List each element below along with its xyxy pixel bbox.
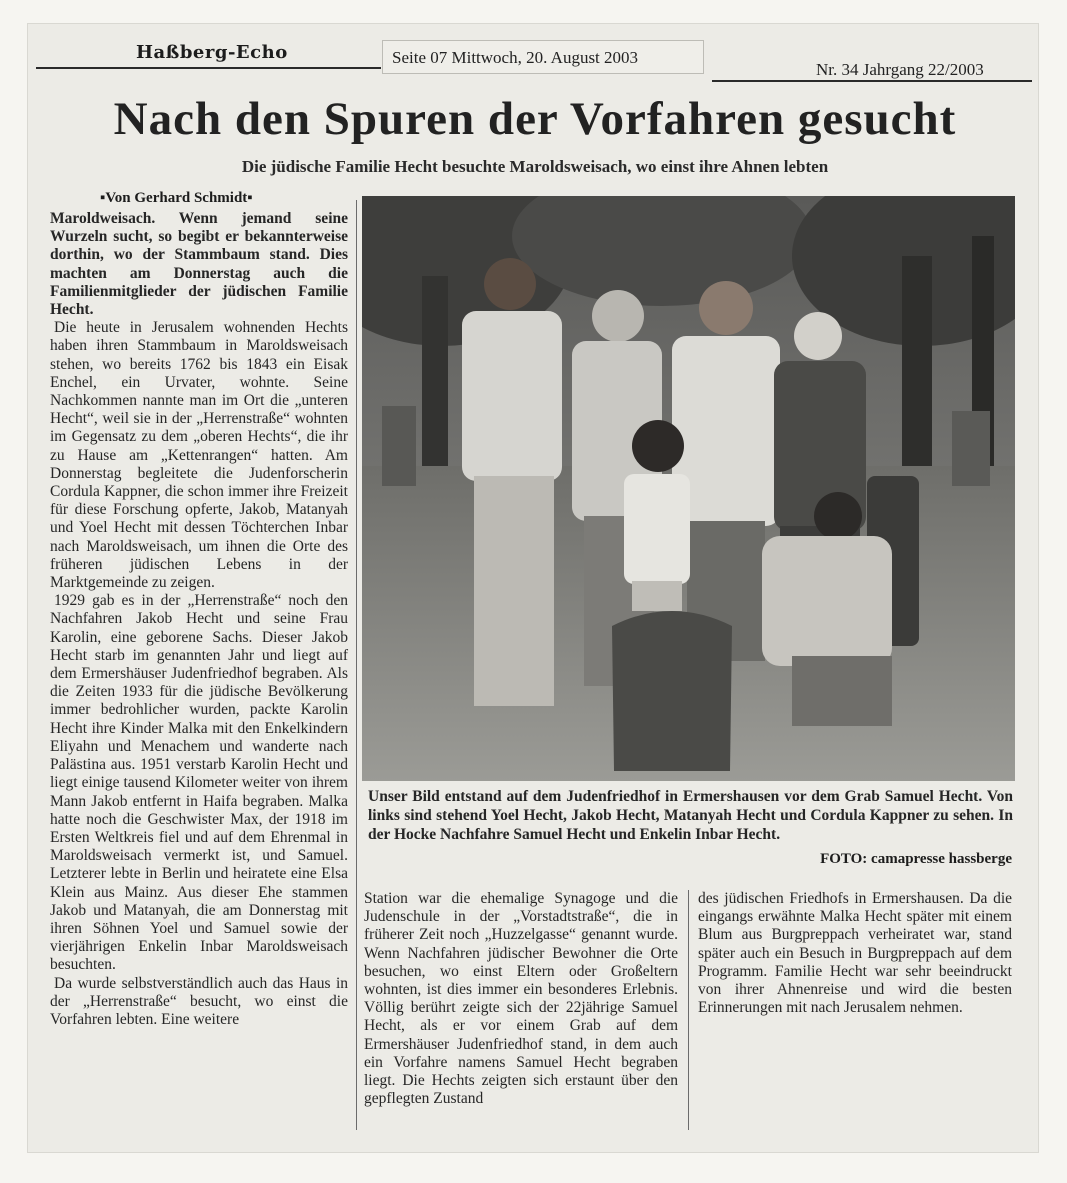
column-divider — [356, 200, 357, 1130]
family-photo — [362, 196, 1015, 781]
byline: ▪Von Gerhard Schmidt▪ — [100, 190, 253, 206]
issue-number: Nr. 34 Jahrgang 22/2003 — [816, 60, 984, 79]
subheadline: Die jüdische Familie Hecht besuchte Maroldsweisach, wo einst ihre Ahnen lebten — [241, 157, 829, 176]
photo-credit: FOTO: camapresse hassberge — [820, 851, 1012, 867]
paragraph: Die heute in Jerusalem wohnenden Hechts haben ihren Stammbaum in Maroldsweisach stehen, wo bereits 1762 bis 1843 ein Eisak Enchel, ein Urvater, wohnte. Seine Nachkommen nannte man im Ort die „unteren Hecht“, weil sie in der „Herrenstraße“ wohnten im Gegensatz zu dem „oberen Hechts“, die ihr zu Hause am „Kettenrangen“ hatten. Am Donnerstag begleitete die Judenforscherin Cordula Kappner, die schon immer ihre Freizeit für diese Forschung opferte, Jakob, Matanyah und Yoel Hecht mit dessen Töchterchen Inbar nach Maroldsweisach, um ihnen die Orte des früheren jüdischen Lebens in der Marktgemeinde zu zeigen. — [50, 319, 348, 592]
paper-name: Haßberg-Echo — [136, 42, 288, 63]
paragraph: Station war die ehemalige Synagoge und die Judenschule in der „Vorstadtstraße“, die in früherer Zeit noch „Huzzelgasse“ genannt wurde. Wenn Nachfahren jüdischer Bewohner die Orte besuchen, wo einst Eltern oder Großeltern wohnten, ist dies immer ein besonderes Erlebnis. Völlig berührt zeigte sich der 22jährige Samuel Hecht, als er vor einem Grab auf dem Ermershäuser Judenfriedhof stand, in dem auch ein Vorfahre namens Samuel Hecht begraben liegt. Die Hechts zeigten sich erstaunt über den gepflegten Zustand — [364, 890, 678, 1108]
column-3 — [698, 890, 1012, 1017]
masthead-rule-left — [36, 67, 381, 69]
lead-paragraph: Maroldweisach. Wenn jemand seine Wurzeln sucht, so begibt er bekannterweise dorthin, wo der Stammbaum stand. Dies machten am Donnerstag auch die Familienmitglieder der jüdischen Familie Hecht. — [50, 210, 348, 319]
photo-caption: Unser Bild entstand auf dem Judenfriedhof in Ermershausen vor dem Grab Samuel Hecht. Von links sind stehend Yoel Hecht, Jakob Hecht, Matanyah Hecht und Cordula Kappner zu sehen. In der Hocke Nachfahre Samuel Hecht und Enkelin Inbar Hecht. — [368, 788, 1013, 843]
masthead-rule-right — [712, 80, 1032, 82]
paragraph: des jüdischen Friedhofs in Ermershausen. Da die eingangs erwähnte Malka Hecht später mit einem Blum aus Burgpreppach verheiratet war, stand später auch ein Besuch in Burgpreppach auf dem Programm. Familie Hecht war sehr beeindruckt von ihrer Ahnenreise und wird die besten Erinnerungen mit nach Jerusalem nehmen. — [698, 890, 1012, 1017]
cemetery-family-photo — [362, 196, 1015, 781]
headline: Nach den Spuren der Vorfahren gesucht — [113, 93, 957, 145]
paragraph: 1929 gab es in der „Herrenstraße“ noch den Nachfahren Jakob Hecht und seine Frau Karolin, eine geborene Sachs. Dieser Jakob Hecht starb im genannten Jahr und liegt auf dem Ermershäuser Judenfriedhof begraben. Als die Zeiten 1933 für die jüdische Bevölkerung immer bedrohlicher wurden, packte Karolin Hecht ihre Kinder Malka mit den Enkelkindern Eliyahn und Menachem und wanderte nach Palästina aus. 1951 verstarb Karolin Hecht und liegt einige tausend Kilometer weiter von ihrem Mann Jakob entfernt in Haifa begraben. Malka hatte noch die Geschwister Max, der 1918 im Ersten Weltkreis fiel und auf dem Ehrenmal in Maroldsweisach vermerkt ist, und Samuel. Letzterer lebte in Berlin und heiratete eine Elsa Klein aus Mainz. Aus dieser Ehe stammen Jakob und Matanyah, die am Donnerstag mit ihren Söhnen Yoel und Samuel sowie der vierjährigen Enkelin Inbar Maroldsweisach besuchten. — [50, 592, 348, 974]
column-1 — [50, 210, 348, 1029]
column-2 — [364, 890, 678, 1108]
paragraph: Da wurde selbstverständlich auch das Haus in der „Herrenstraße“ besucht, wo einst die Vorfahren lebten. Eine weitere — [50, 974, 348, 1028]
column-divider — [688, 890, 689, 1130]
page-date: Seite 07 Mittwoch, 20. August 2003 — [392, 48, 639, 67]
